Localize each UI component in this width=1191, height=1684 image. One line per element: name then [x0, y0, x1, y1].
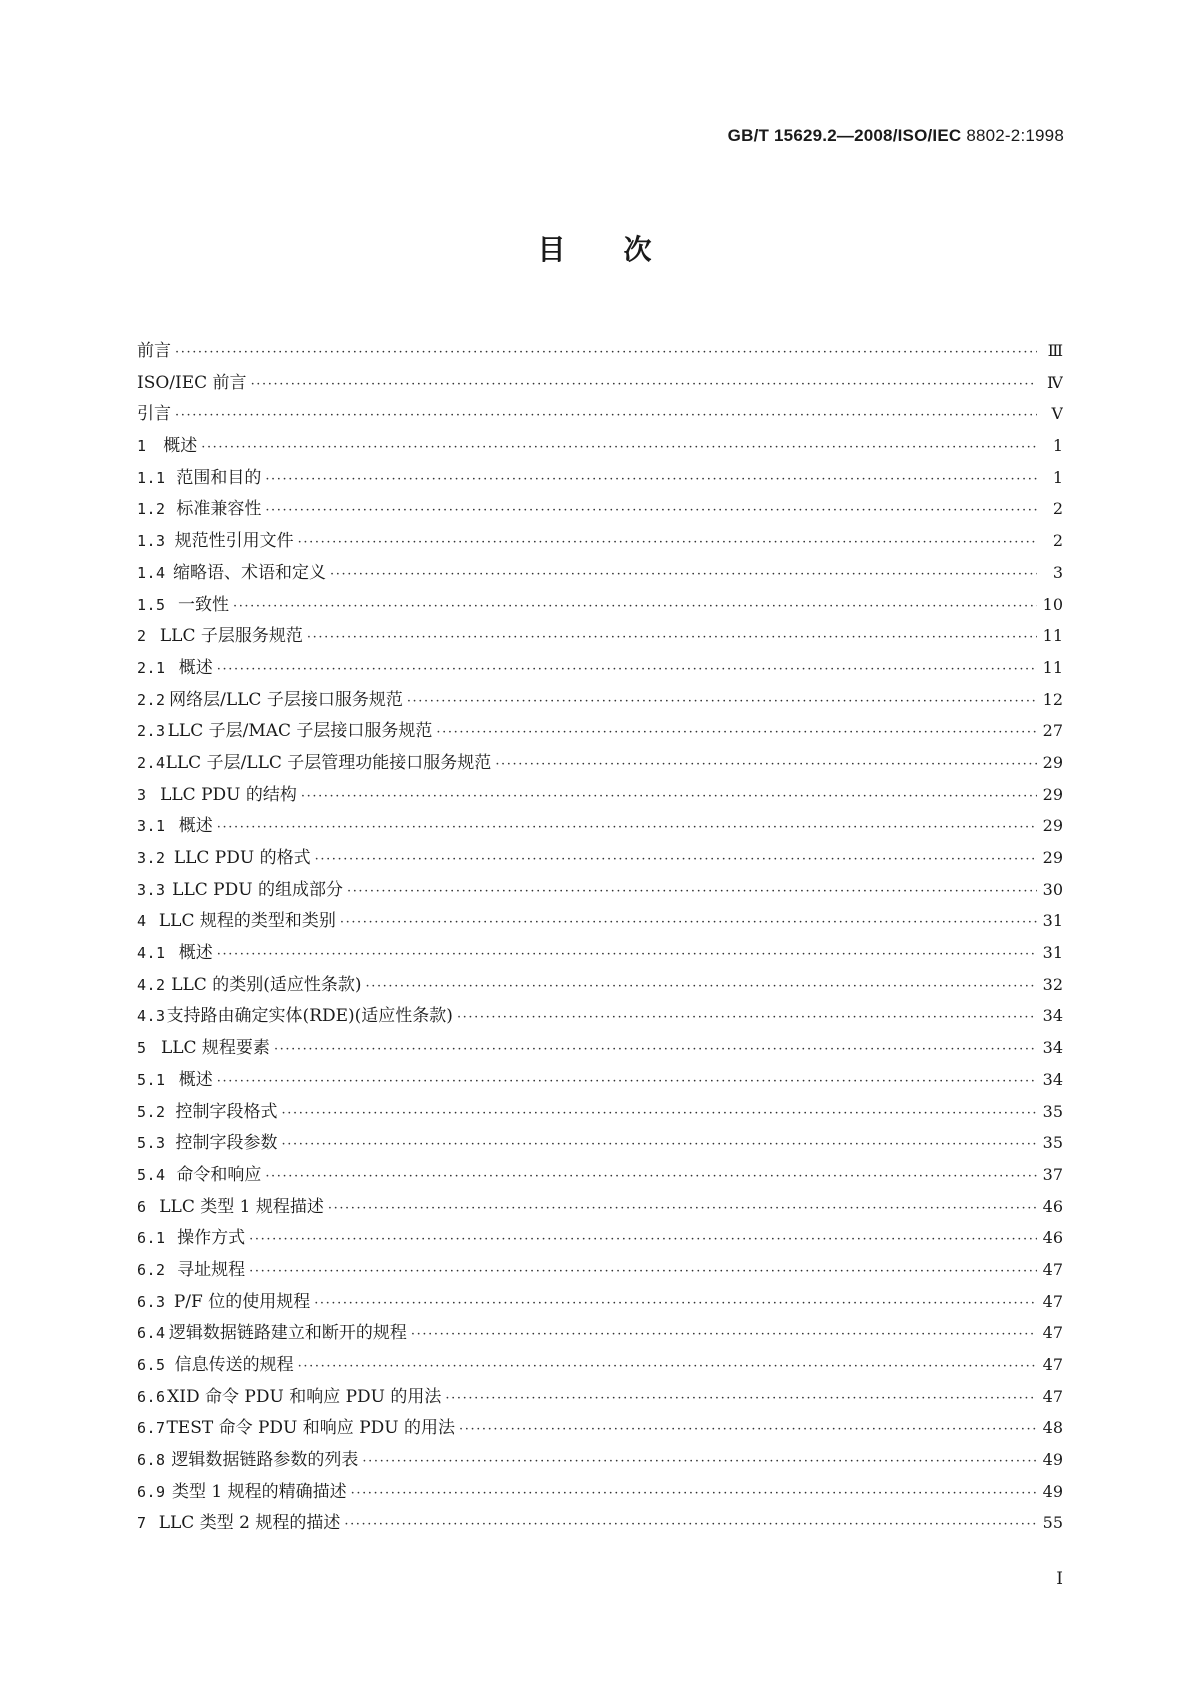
toc-entry-page: 35	[1042, 1101, 1063, 1121]
toc-leader-dots	[347, 884, 1037, 899]
toc-entry-page: 47	[1042, 1259, 1063, 1279]
toc-leader-dots	[340, 915, 1037, 930]
toc-entry-page: 55	[1042, 1513, 1063, 1533]
toc-entry[interactable]	[137, 1477, 1063, 1509]
toc-entry-label: LLC 子层服务规范	[159, 626, 303, 647]
toc-entry[interactable]	[137, 494, 1063, 526]
standard-number-header	[728, 126, 1064, 146]
toc-entry-label: 概述	[178, 657, 213, 678]
toc-entry-label: 概述	[178, 816, 213, 837]
toc-entry-page: 27	[1042, 721, 1063, 741]
toc-entry[interactable]	[137, 1382, 1063, 1414]
toc-entry-label: ISO/IEC 前言	[137, 372, 247, 393]
toc-leader-dots	[459, 1422, 1037, 1437]
toc-entry-page: Ⅲ	[1047, 341, 1063, 360]
toc-entry[interactable]	[137, 1413, 1063, 1445]
toc-entry-page: 30	[1042, 879, 1063, 899]
toc-entry[interactable]	[137, 1223, 1063, 1255]
toc-entry-number: 6.7	[137, 1419, 166, 1438]
toc-entry-page: 2	[1052, 499, 1063, 519]
toc-entry-number: 4	[137, 912, 147, 931]
toc-leader-dots	[251, 377, 1037, 392]
toc-entry-label: 操作方式	[177, 1228, 246, 1249]
toc-entry[interactable]	[137, 1065, 1063, 1097]
toc-entry-page: 47	[1042, 1386, 1063, 1406]
toc-leader-dots	[175, 408, 1037, 423]
toc-entry-number: 1.3	[137, 532, 166, 551]
toc-entry-label: 缩略语、术语和定义	[173, 562, 327, 583]
toc-entry-number: 4.3	[137, 1007, 166, 1026]
toc-entry[interactable]	[137, 938, 1063, 970]
toc-leader-dots	[274, 1042, 1037, 1057]
toc-entry[interactable]	[137, 1318, 1063, 1350]
standard-code: GB/T	[727, 126, 770, 145]
toc-entry-page: 11	[1042, 626, 1063, 646]
toc-entry[interactable]	[137, 811, 1063, 843]
toc-entry-number: 2.4	[137, 753, 166, 772]
toc-entry-page: 48	[1042, 1418, 1063, 1438]
toc-entry-number: 6.1	[137, 1229, 166, 1248]
toc-entry-page: 47	[1042, 1355, 1063, 1374]
toc-leader-dots	[201, 440, 1037, 455]
toc-leader-dots	[365, 979, 1037, 994]
toc-leader-dots	[330, 567, 1037, 582]
toc-entry-label: 网络层/LLC 子层接口服务规范	[169, 689, 403, 710]
title-char-left: 目	[537, 233, 568, 266]
toc-leader-dots	[233, 599, 1037, 614]
toc-entry[interactable]	[137, 399, 1063, 431]
toc-leader-dots	[344, 1517, 1037, 1532]
toc-entry-label: LLC PDU 的结构	[160, 784, 297, 805]
toc-entry-label: 类型 1 规程的精确描述	[171, 1481, 347, 1502]
toc-entry-number: 2.1	[137, 658, 166, 677]
title-char-right: 次	[623, 233, 654, 266]
toc-leader-dots	[217, 662, 1037, 677]
toc-entry-label: 前言	[137, 341, 171, 361]
iso-code: ISO/IEC	[897, 126, 962, 145]
toc-entry-label: 信息传送的规程	[174, 1355, 294, 1375]
toc-entry[interactable]	[137, 685, 1063, 717]
toc-entry[interactable]	[137, 621, 1063, 653]
toc-entry-label: 概述	[163, 436, 198, 457]
toc-entry-number: 1.5	[137, 595, 166, 614]
toc-leader-dots	[282, 1137, 1038, 1152]
toc-entry-label: LLC 子层/LLC 子层管理功能接口服务规范	[165, 752, 492, 773]
toc-entry-label: LLC 类型 1 规程描述	[159, 1196, 324, 1217]
toc-entry-page: 11	[1042, 657, 1063, 677]
toc-entry-page: 35	[1042, 1133, 1063, 1153]
toc-leader-dots	[249, 1232, 1037, 1247]
toc-entry[interactable]	[137, 1287, 1063, 1319]
toc-leader-dots	[265, 503, 1037, 518]
toc-entry-number: 5.1	[137, 1070, 166, 1089]
toc-entry-number: 2.3	[137, 722, 166, 741]
toc-entry-number: 2.2	[137, 690, 166, 709]
toc-leader-dots	[307, 630, 1037, 645]
toc-entry[interactable]	[137, 1508, 1063, 1540]
toc-entry[interactable]	[137, 463, 1063, 495]
toc-leader-dots	[457, 1010, 1037, 1025]
toc-leader-dots	[351, 1486, 1037, 1501]
toc-entry[interactable]	[137, 1128, 1063, 1160]
toc-leader-dots	[217, 820, 1037, 835]
toc-entry-label: LLC 子层/MAC 子层接口服务规范	[167, 721, 433, 742]
toc-entry-page: 1	[1052, 436, 1063, 456]
toc-entry-page: 49	[1042, 1450, 1063, 1470]
toc-entry[interactable]	[137, 970, 1063, 1002]
toc-entry-page: 29	[1042, 784, 1063, 804]
toc-entry-label: 规范性引用文件	[174, 531, 294, 552]
toc-entry[interactable]	[137, 1445, 1063, 1477]
toc-leader-dots	[265, 472, 1037, 487]
toc-leader-dots	[436, 725, 1037, 740]
toc-entry-number: 1	[137, 437, 147, 456]
toc-entry-number: 5.2	[137, 1102, 166, 1121]
toc-entry-number: 5	[137, 1039, 147, 1058]
toc-leader-dots	[315, 852, 1037, 867]
toc-entry-label: LLC 规程要素	[160, 1038, 270, 1059]
toc-entry-label: 命令和响应	[176, 1164, 262, 1185]
toc-entry-label: 控制字段参数	[175, 1133, 278, 1154]
toc-leader-dots	[445, 1391, 1037, 1406]
toc-entry[interactable]	[137, 653, 1063, 685]
page-number: I	[1056, 1569, 1063, 1589]
toc-entry-label: 支持路由确定实体(RDE)(适应性条款)	[166, 1006, 453, 1027]
toc-entry-number: 2	[137, 627, 147, 646]
toc-entry-page: 31	[1042, 911, 1063, 931]
toc-entry-page: 47	[1042, 1291, 1063, 1311]
toc-leader-dots	[362, 1454, 1037, 1469]
toc-leader-dots	[314, 1296, 1037, 1311]
toc-entry-number: 6.3	[137, 1292, 166, 1311]
toc-entry[interactable]	[137, 558, 1063, 590]
toc-entry[interactable]	[137, 748, 1063, 780]
toc-leader-dots	[298, 535, 1037, 550]
toc-entry-number: 3.3	[137, 880, 166, 899]
toc-entry-label: LLC 规程的类型和类别	[158, 911, 336, 932]
toc-leader-dots	[217, 947, 1037, 962]
toc-entry-number: 1.2	[137, 500, 166, 519]
toc-entry[interactable]	[137, 1255, 1063, 1287]
toc-entry-number: 6.2	[137, 1260, 166, 1279]
toc-entry[interactable]	[137, 780, 1063, 812]
toc-entry-label: LLC PDU 的格式	[173, 848, 311, 868]
toc-entry-label: 一致性	[177, 594, 229, 615]
toc-entry-label: 概述	[178, 1069, 213, 1090]
toc-entry-number: 4.1	[137, 944, 166, 963]
toc-entry-page: 32	[1042, 974, 1063, 994]
toc-entry-label: LLC 的类别(适应性条款)	[171, 974, 362, 995]
toc-entry-number: 3.2	[137, 849, 166, 867]
toc-entry[interactable]	[137, 590, 1063, 622]
toc-entry-label: P/F 位的使用规程	[173, 1291, 311, 1312]
toc-entry[interactable]	[137, 336, 1063, 368]
toc-entry-page: 34	[1042, 1006, 1063, 1026]
toc-entry-page: 3	[1052, 562, 1063, 582]
toc-leader-dots	[411, 1327, 1037, 1342]
toc-entry[interactable]	[137, 1160, 1063, 1192]
toc-leader-dots	[495, 757, 1037, 772]
toc-leader-dots	[328, 1201, 1037, 1216]
toc-entry-page: 12	[1042, 689, 1063, 709]
toc-entry-label: 控制字段格式	[175, 1101, 278, 1122]
toc-entry-page: 46	[1042, 1228, 1063, 1248]
toc-entry-label: 引言	[137, 404, 171, 425]
table-of-contents	[137, 336, 1063, 1540]
toc-entry-label: 逻辑数据链路参数的列表	[171, 1450, 359, 1471]
toc-leader-dots	[282, 1106, 1038, 1121]
toc-entry[interactable]	[137, 716, 1063, 748]
toc-entry-page: Ⅳ	[1047, 372, 1063, 392]
toc-entry[interactable]	[137, 431, 1063, 463]
toc-entry[interactable]	[137, 526, 1063, 558]
toc-leader-dots	[301, 789, 1037, 804]
toc-entry-number: 1.4	[137, 563, 166, 582]
toc-entry-page: 29	[1042, 752, 1063, 772]
toc-entry-page: 10	[1042, 594, 1063, 614]
toc-entry[interactable]	[137, 1097, 1063, 1129]
toc-entry-number: 6.6	[137, 1387, 166, 1406]
toc-entry-page: 46	[1042, 1196, 1063, 1216]
toc-entry-page: 29	[1042, 816, 1063, 836]
toc-entry-label: 寻址规程	[177, 1259, 246, 1280]
toc-entry-label: 逻辑数据链路建立和断开的规程	[168, 1323, 407, 1344]
toc-entry-number: 3	[137, 785, 147, 804]
toc-entry[interactable]	[137, 1192, 1063, 1224]
toc-entry-number: 4.2	[137, 975, 166, 994]
toc-entry-page: 37	[1042, 1164, 1063, 1184]
toc-entry-number: 5.4	[137, 1165, 166, 1184]
toc-entry[interactable]	[137, 875, 1063, 907]
toc-entry-page: 31	[1042, 943, 1063, 963]
toc-entry-label: LLC 类型 2 规程的描述	[158, 1513, 341, 1534]
toc-entry-page: 49	[1042, 1481, 1063, 1501]
toc-entry-label: 概述	[178, 943, 213, 964]
toc-entry-label: 范围和目的	[176, 467, 262, 488]
toc-entry-number: 6	[137, 1197, 147, 1216]
toc-entry[interactable]	[137, 1033, 1063, 1065]
page-title	[0, 228, 1191, 268]
toc-entry-number: 6.9	[137, 1482, 166, 1501]
toc-entry-number: 6.5	[137, 1356, 166, 1374]
toc-entry[interactable]	[137, 843, 1063, 875]
toc-entry-label: 标准兼容性	[176, 499, 262, 520]
toc-entry-label: XID 命令 PDU 和响应 PDU 的用法	[167, 1386, 442, 1407]
toc-entry[interactable]	[137, 1001, 1063, 1033]
iso-number: 8802-2:1998	[966, 126, 1064, 145]
toc-entry-page: 1	[1052, 467, 1063, 487]
toc-entry-number: 7	[137, 1514, 147, 1533]
toc-entry-number: 3.1	[137, 817, 166, 836]
toc-leader-dots	[265, 1169, 1037, 1184]
toc-leader-dots	[249, 1264, 1037, 1279]
toc-entry-label: LLC PDU 的组成部分	[172, 879, 343, 900]
toc-entry-page: Ⅴ	[1051, 404, 1063, 424]
toc-entry-number: 5.3	[137, 1134, 166, 1153]
toc-entry-number: 6.8	[137, 1451, 166, 1470]
standard-number: 15629.2—2008/	[774, 126, 898, 145]
toc-entry-number: 1.1	[137, 468, 166, 487]
toc-entry[interactable]	[137, 368, 1063, 400]
toc-entry-page: 29	[1042, 848, 1063, 867]
toc-entry[interactable]	[137, 1350, 1063, 1382]
toc-leader-dots	[217, 1074, 1037, 1089]
toc-entry-label: TEST 命令 PDU 和响应 PDU 的用法	[166, 1418, 455, 1439]
toc-entry-page: 34	[1042, 1069, 1063, 1089]
toc-entry-page: 2	[1052, 531, 1063, 551]
toc-entry-number: 6.4	[137, 1324, 166, 1343]
toc-entry-page: 34	[1042, 1038, 1063, 1058]
toc-entry[interactable]	[137, 906, 1063, 938]
toc-entry-page: 47	[1042, 1323, 1063, 1343]
toc-leader-dots	[298, 1359, 1037, 1374]
toc-leader-dots	[407, 694, 1037, 709]
toc-leader-dots	[175, 345, 1037, 360]
